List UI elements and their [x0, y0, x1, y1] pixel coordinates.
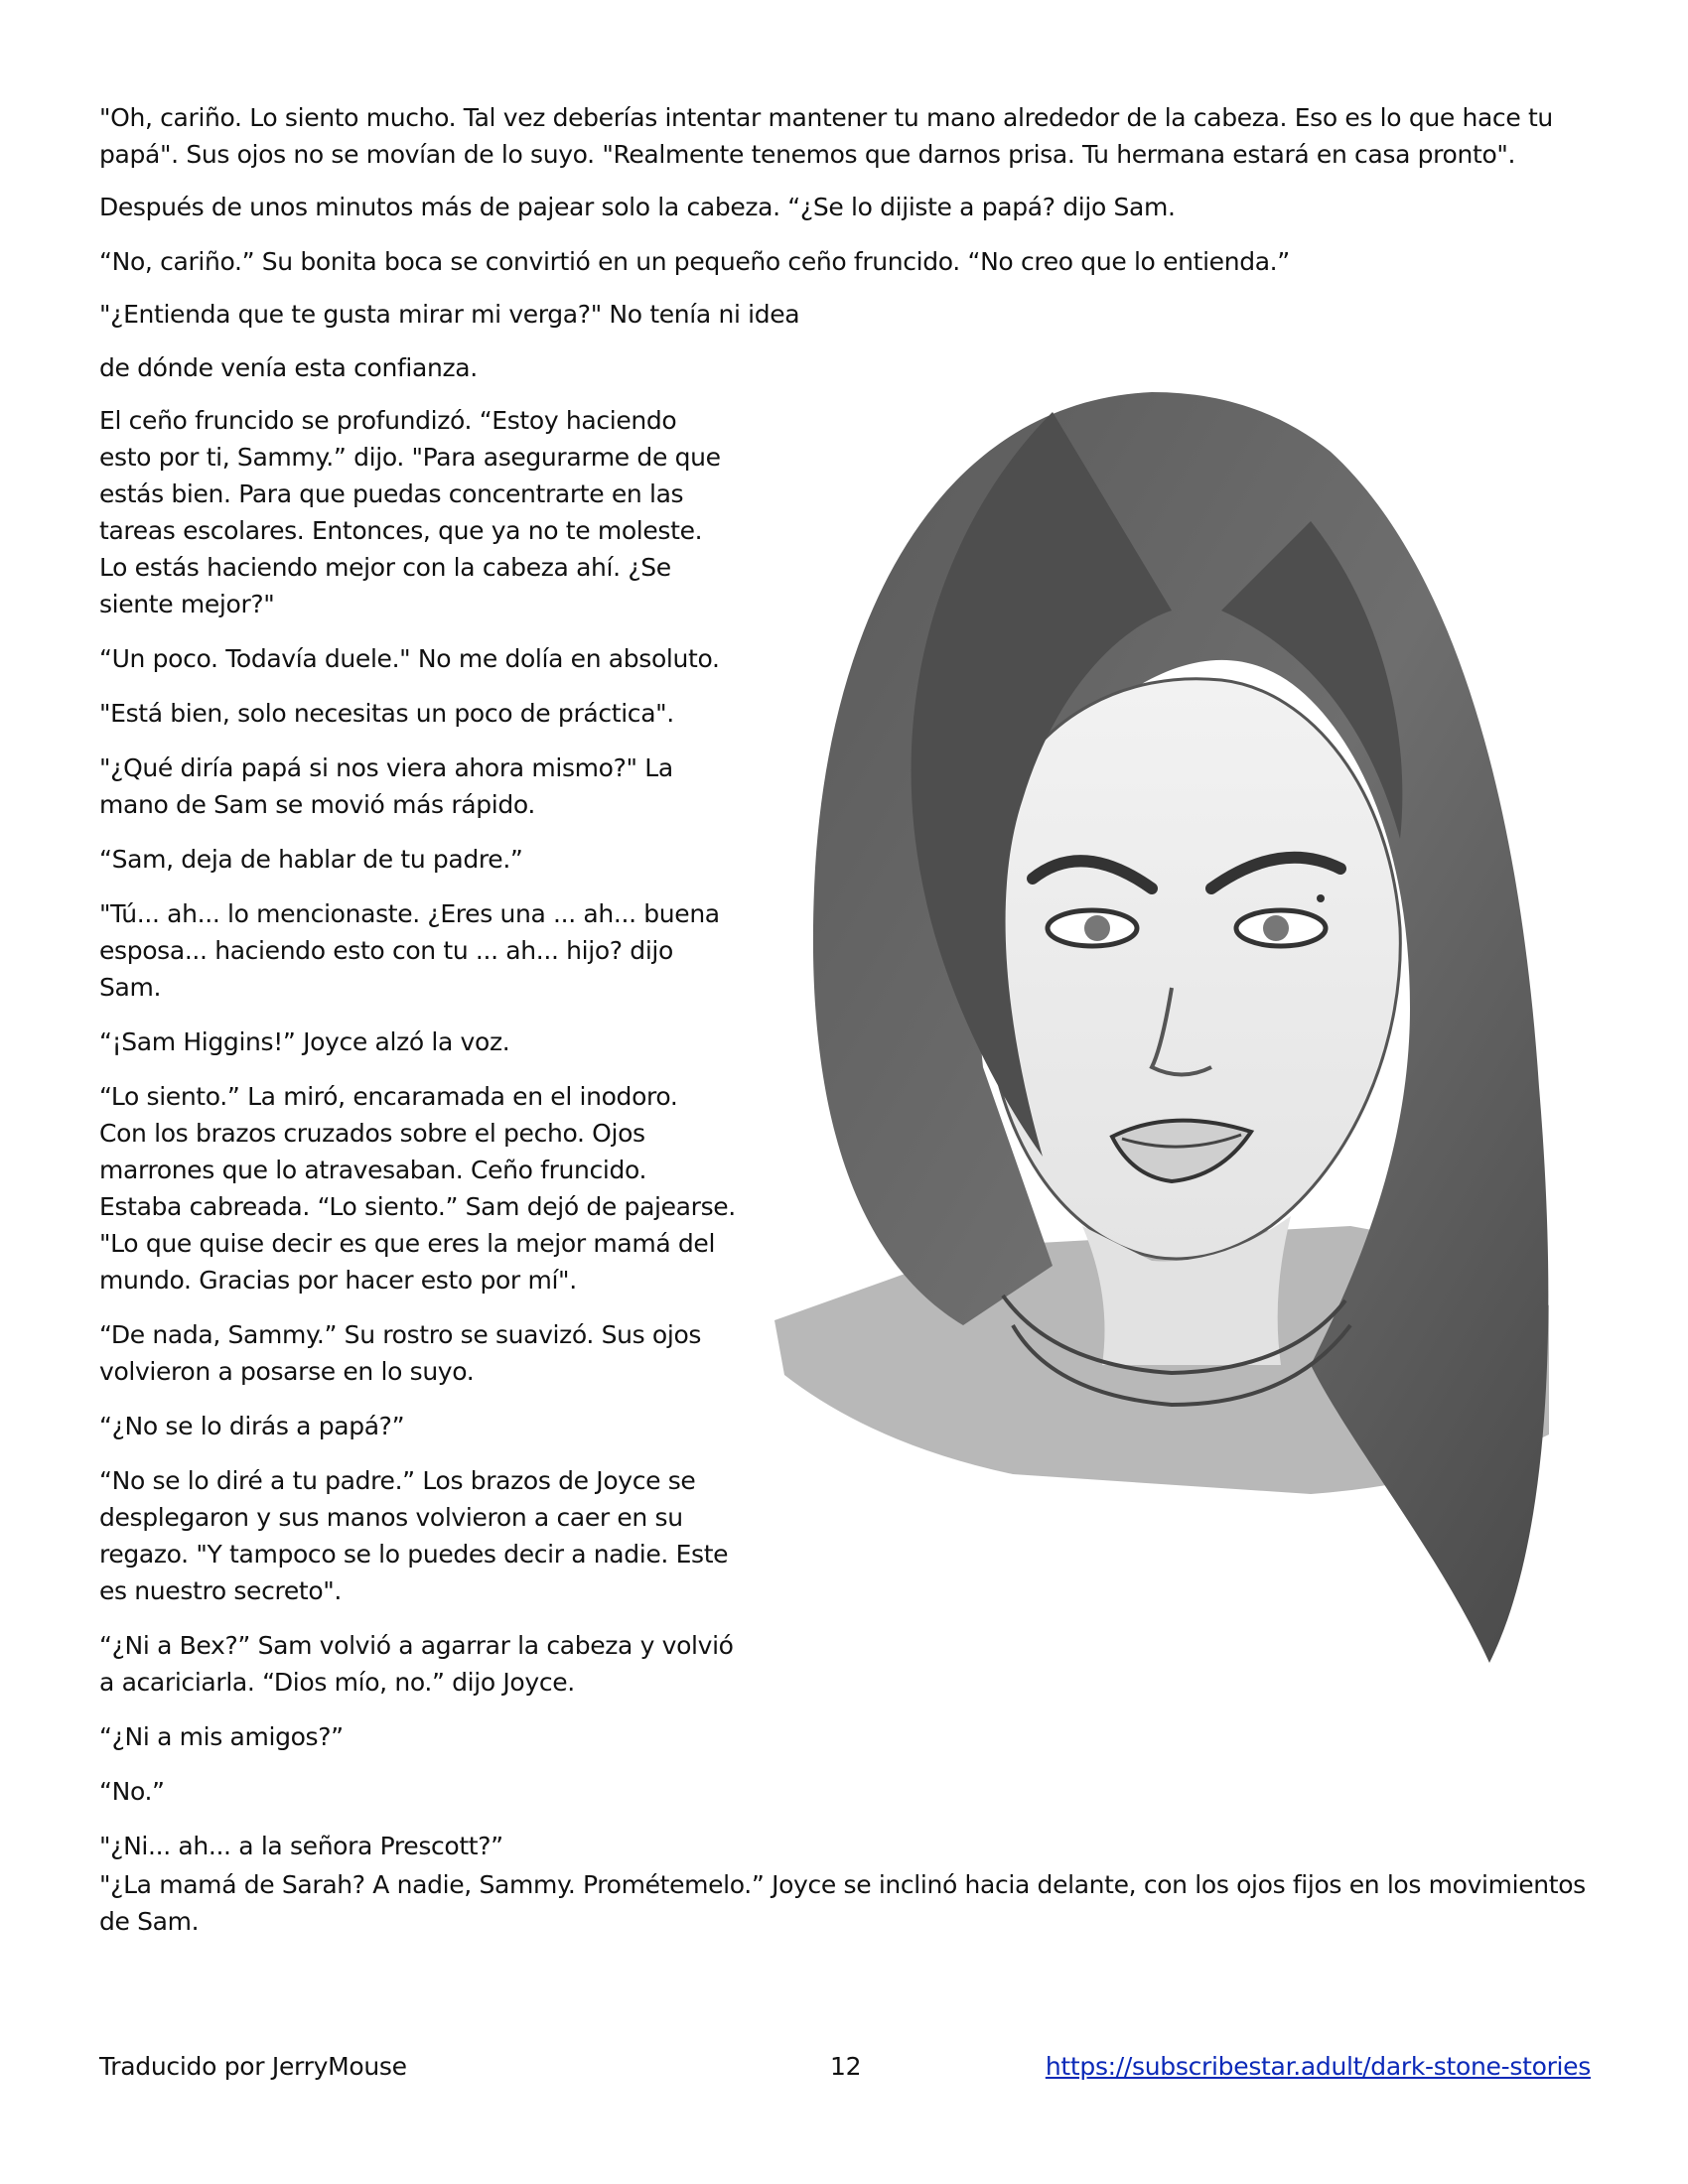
- text-line: “¿No se lo dirás a papá?”: [99, 1412, 405, 1440]
- text-line: "Está bien, solo necesitas un poco de práctica".: [99, 699, 674, 728]
- paragraph: [99, 1718, 344, 1755]
- woman-portrait-illustration: [755, 372, 1569, 1683]
- paragraph: [99, 1316, 701, 1390]
- text-line: marrones que lo atravesaban. Ceño fruncido.: [99, 1156, 647, 1184]
- paragraph: [99, 1462, 728, 1609]
- paragraph: de dónde venía esta confianza.: [99, 353, 478, 382]
- text-line: “Un poco. Todavía duele." No me dolía en absoluto.: [99, 644, 720, 673]
- text-line: Con los brazos cruzados sobre el pecho. Ojos: [99, 1119, 645, 1148]
- text-line: Lo estás haciendo mejor con la cabeza ahí. ¿Se: [99, 553, 671, 582]
- paragraph: [99, 841, 523, 878]
- paragraph: [99, 695, 674, 732]
- text-line: "¿Qué diría papá si nos viera ahora mismo?" La: [99, 753, 673, 782]
- text-line: "Tú... ah... lo mencionaste. ¿Eres una ... ah... buena: [99, 899, 720, 928]
- text-line: Estaba cabreada. “Lo siento.” Sam dejó de pajearse.: [99, 1192, 736, 1221]
- paragraph: Después de unos minutos más de pajear solo la cabeza. “¿Se lo dijiste a papá? dijo Sam.: [99, 193, 1176, 221]
- text-line: El ceño fruncido se profundizó. “Estoy haciendo: [99, 406, 677, 435]
- text-line: mano de Sam se movió más rápido.: [99, 790, 535, 819]
- paragraph: "¿Entienda que te gusta mirar mi verga?" No tenía ni idea: [99, 300, 800, 329]
- paragraph: [99, 1024, 509, 1060]
- text-line: regazo. "Y tampoco se lo puedes decir a nadie. Este: [99, 1540, 729, 1569]
- text-line: “No se lo diré a tu padre.” Los brazos de Joyce se: [99, 1466, 696, 1495]
- text-line: Sam.: [99, 973, 162, 1002]
- text-line: desplegaron y sus manos volvieron a caer en su: [99, 1503, 683, 1532]
- text-line: “¿Ni a Bex?” Sam volvió a agarrar la cabeza y volvió: [99, 1631, 734, 1660]
- paragraph: [99, 640, 720, 677]
- text-line: "¿Ni... ah... a la señora Prescott?”: [99, 1832, 503, 1860]
- text-line: “Sam, deja de hablar de tu padre.”: [99, 845, 523, 874]
- page-number: 12: [830, 2052, 862, 2081]
- text-line: siente mejor?": [99, 590, 275, 618]
- text-line: esto por ti, Sammy.” dijo. "Para asegurarme de que: [99, 443, 721, 472]
- footer-link[interactable]: https://subscribestar.adult/dark-stone-stories: [1045, 2052, 1591, 2081]
- paragraph: [99, 1773, 165, 1810]
- paragraph: "Oh, cariño. Lo siento mucho. Tal vez deberías intentar mantener tu mano alrededor de la cabeza. Eso es lo que hace tu papá". Sus ojos no se movían de lo suyo. "Realmente tenemos que darnos prisa. Tu hermana estará en casa pronto".: [99, 103, 1553, 169]
- text-line: volvieron a posarse en lo suyo.: [99, 1357, 475, 1386]
- paragraph: [99, 750, 673, 823]
- paragraph: [99, 1078, 736, 1298]
- paragraph: “No, cariño.” Su bonita boca se convirtió en un pequeño ceño fruncido. “No creo que lo entienda.”: [99, 247, 1290, 276]
- paragraph: [99, 1828, 503, 1864]
- text-line: “¿Ni a mis amigos?”: [99, 1722, 344, 1751]
- paragraph: [99, 402, 721, 622]
- text-line: tareas escolares. Entonces, que ya no te moleste.: [99, 516, 703, 545]
- text-line: esposa... haciendo esto con tu ... ah... hijo? dijo: [99, 936, 673, 965]
- text-line: "Lo que quise decir es que eres la mejor mamá del: [99, 1229, 716, 1258]
- text-line: mundo. Gracias por hacer esto por mí".: [99, 1266, 577, 1295]
- footer-translator: Traducido por JerryMouse: [99, 2052, 407, 2081]
- text-line: a acariciarla. “Dios mío, no.” dijo Joyce.: [99, 1668, 575, 1697]
- text-line: “Lo siento.” La miró, encaramada en el inodoro.: [99, 1082, 678, 1111]
- text-line: “De nada, Sammy.” Su rostro se suavizó. Sus ojos: [99, 1320, 702, 1349]
- text-line: estás bien. Para que puedas concentrarte en las: [99, 479, 684, 508]
- text-line: “No.”: [99, 1777, 165, 1806]
- text-line: “¡Sam Higgins!” Joyce alzó la voz.: [99, 1027, 510, 1056]
- text-line: es nuestro secreto".: [99, 1576, 343, 1605]
- paragraph: [99, 1408, 404, 1444]
- paragraph: [99, 1627, 734, 1701]
- paragraph: [99, 895, 720, 1006]
- paragraph: "¿La mamá de Sarah? A nadie, Sammy. Prométemelo.” Joyce se inclinó hacia delante, con los ojos fijos en los movimientos de Sam.: [99, 1870, 1586, 1936]
